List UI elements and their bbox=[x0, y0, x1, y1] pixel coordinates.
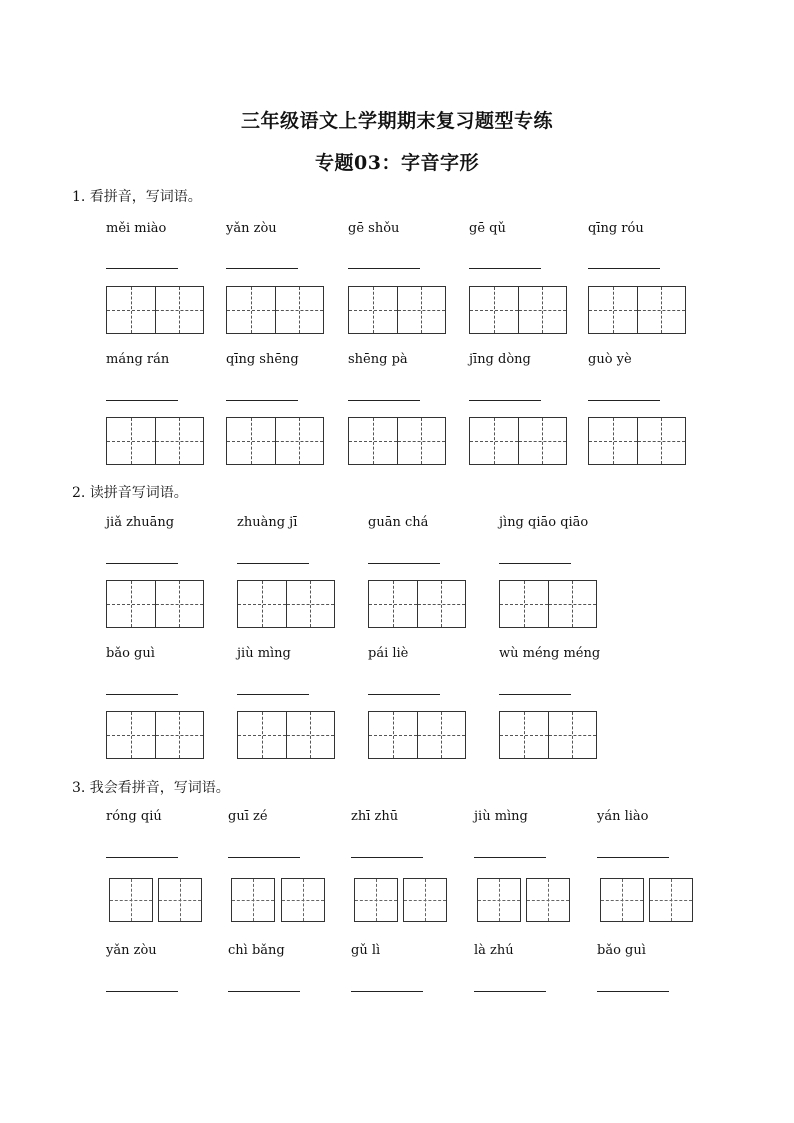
writing-grid[interactable] bbox=[106, 417, 204, 465]
pinyin-label: jīng dòng bbox=[469, 352, 531, 367]
pinyin-label: yǎn zòu bbox=[226, 221, 277, 236]
pinyin-label: yán liào bbox=[597, 809, 649, 824]
answer-line[interactable] bbox=[228, 857, 300, 858]
writing-grid[interactable] bbox=[469, 417, 567, 465]
pinyin-label: jìng qiāo qiāo bbox=[499, 515, 589, 530]
writing-grid[interactable] bbox=[469, 286, 567, 334]
answer-line[interactable] bbox=[106, 563, 178, 564]
answer-line[interactable] bbox=[597, 857, 669, 858]
answer-line[interactable] bbox=[588, 268, 660, 269]
page-title: 三年级语文上学期期末复习题型专练 bbox=[240, 110, 553, 132]
writing-box[interactable] bbox=[109, 878, 153, 922]
pinyin-label: jiǎ zhuāng bbox=[106, 515, 175, 530]
answer-line[interactable] bbox=[348, 400, 420, 401]
answer-line[interactable] bbox=[348, 268, 420, 269]
answer-line[interactable] bbox=[368, 563, 440, 564]
writing-grid[interactable] bbox=[348, 286, 446, 334]
pinyin-label: yǎn zòu bbox=[106, 943, 157, 958]
writing-box[interactable] bbox=[231, 878, 275, 922]
writing-grid[interactable] bbox=[226, 417, 324, 465]
pinyin-label: zhī zhū bbox=[351, 809, 399, 824]
writing-box[interactable] bbox=[477, 878, 521, 922]
writing-grid[interactable] bbox=[226, 286, 324, 334]
pinyin-label: guān chá bbox=[368, 515, 429, 530]
pinyin-label: róng qiú bbox=[106, 809, 162, 824]
pinyin-label: máng rán bbox=[106, 352, 170, 367]
writing-grid[interactable] bbox=[499, 711, 597, 759]
pinyin-label: qīng róu bbox=[588, 221, 644, 236]
writing-box[interactable] bbox=[158, 878, 202, 922]
writing-grid[interactable] bbox=[499, 580, 597, 628]
answer-line[interactable] bbox=[499, 563, 571, 564]
pinyin-label: là zhú bbox=[474, 943, 514, 958]
answer-line[interactable] bbox=[226, 268, 298, 269]
writing-box[interactable] bbox=[354, 878, 398, 922]
writing-grid[interactable] bbox=[106, 711, 204, 759]
writing-box[interactable] bbox=[600, 878, 644, 922]
section-1-heading: 1. 看拼音，写词语。 bbox=[72, 189, 202, 205]
pinyin-label: qīng shēng bbox=[226, 352, 299, 367]
writing-box[interactable] bbox=[281, 878, 325, 922]
answer-line[interactable] bbox=[469, 268, 541, 269]
writing-grid[interactable] bbox=[237, 711, 335, 759]
answer-line[interactable] bbox=[499, 694, 571, 695]
writing-grid[interactable] bbox=[348, 417, 446, 465]
answer-line[interactable] bbox=[106, 268, 178, 269]
answer-line[interactable] bbox=[597, 991, 669, 992]
pinyin-label: jiù mìng bbox=[474, 809, 528, 824]
answer-line[interactable] bbox=[474, 991, 546, 992]
writing-grid[interactable] bbox=[588, 417, 686, 465]
pinyin-label: guī zé bbox=[228, 809, 268, 824]
writing-grid[interactable] bbox=[368, 711, 466, 759]
pinyin-label: jiù mìng bbox=[237, 646, 291, 661]
pinyin-label: guò yè bbox=[588, 352, 632, 367]
pinyin-label: zhuàng jī bbox=[237, 515, 298, 530]
pinyin-label: gē shǒu bbox=[348, 221, 400, 236]
writing-grid[interactable] bbox=[237, 580, 335, 628]
section-2-heading: 2. 读拼音写词语。 bbox=[72, 485, 188, 501]
answer-line[interactable] bbox=[474, 857, 546, 858]
writing-box[interactable] bbox=[649, 878, 693, 922]
pinyin-label: bǎo guì bbox=[106, 646, 155, 661]
pinyin-label: bǎo guì bbox=[597, 943, 646, 958]
answer-line[interactable] bbox=[237, 563, 309, 564]
writing-box[interactable] bbox=[403, 878, 447, 922]
answer-line[interactable] bbox=[588, 400, 660, 401]
answer-line[interactable] bbox=[469, 400, 541, 401]
answer-line[interactable] bbox=[106, 991, 178, 992]
answer-line[interactable] bbox=[106, 400, 178, 401]
pinyin-label: měi miào bbox=[106, 221, 167, 236]
answer-line[interactable] bbox=[228, 991, 300, 992]
answer-line[interactable] bbox=[368, 694, 440, 695]
pinyin-label: wù méng méng bbox=[499, 646, 601, 661]
answer-line[interactable] bbox=[106, 857, 178, 858]
writing-grid[interactable] bbox=[106, 580, 204, 628]
answer-line[interactable] bbox=[351, 991, 423, 992]
page-subtitle: 专题03：字音字形 bbox=[315, 152, 479, 174]
section-3-heading: 3. 我会看拼音，写词语。 bbox=[72, 780, 230, 796]
writing-grid[interactable] bbox=[106, 286, 204, 334]
writing-box[interactable] bbox=[526, 878, 570, 922]
answer-line[interactable] bbox=[226, 400, 298, 401]
answer-line[interactable] bbox=[106, 694, 178, 695]
pinyin-label: chì bǎng bbox=[228, 943, 285, 958]
pinyin-label: pái liè bbox=[368, 646, 409, 661]
pinyin-label: gē qǔ bbox=[469, 221, 506, 236]
writing-grid[interactable] bbox=[368, 580, 466, 628]
answer-line[interactable] bbox=[237, 694, 309, 695]
pinyin-label: shēng pà bbox=[348, 352, 408, 367]
answer-line[interactable] bbox=[351, 857, 423, 858]
pinyin-label: gǔ lì bbox=[351, 943, 381, 958]
writing-grid[interactable] bbox=[588, 286, 686, 334]
